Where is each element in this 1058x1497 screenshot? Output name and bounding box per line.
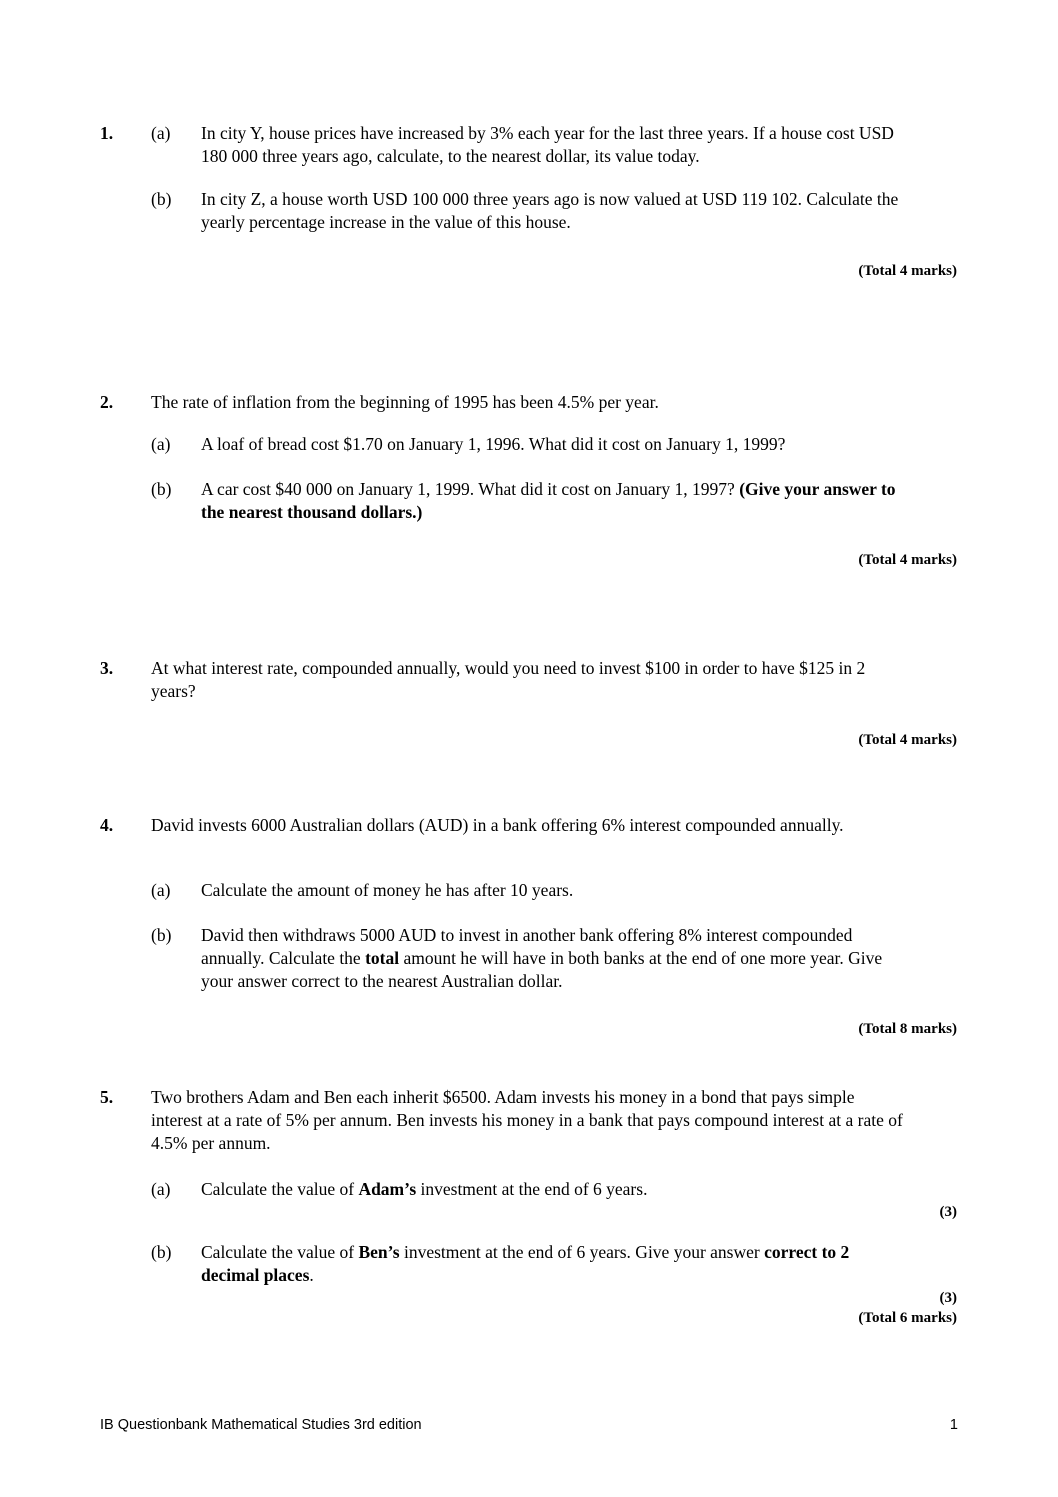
part-b-text-bold: (Give your answer to the nearest thousand dollars.) — [201, 479, 896, 522]
part-b-text-bold: total — [365, 948, 400, 968]
question-number: 1. — [100, 123, 114, 143]
part-a-text-2: investment at the end of 6 years. — [416, 1179, 648, 1199]
part-label: (a) — [151, 1179, 171, 1199]
part-label: (a) — [151, 123, 171, 143]
part-b-text: In city Z, a house worth USD 100 000 three years ago is now valued at USD 119 102. Calculate the yearly percentage increase in the value of this house. — [201, 189, 899, 232]
part-b-text-3: . — [309, 1265, 314, 1285]
part-a-text: A loaf of bread cost $1.70 on January 1, 1996. What did it cost on January 1, 1999? — [201, 434, 786, 454]
part-label: (b) — [151, 925, 172, 945]
question-number: 5. — [100, 1087, 114, 1107]
question-number: 2. — [100, 392, 114, 412]
part-b-text-1: David then withdraws 5000 AUD to invest in another bank offering 8% interest compounded annually. Calculate the — [201, 925, 853, 968]
question-text: Two brothers Adam and Ben each inherit $6500. Adam invests his money in a bond that pays simple interest at a rate of 5% per annum. Ben invests his money in a bank that pays compound interest at a rate of 4.5% per annum. — [151, 1087, 903, 1153]
part-b-text — [201, 924, 913, 993]
question-text: At what interest rate, compounded annually, would you need to invest $100 in order to have $125 in 2 years? — [151, 658, 866, 701]
part-b-text — [201, 1241, 901, 1287]
total-marks: (Total 4 marks) — [858, 263, 957, 279]
part-b-text-bold-1: Ben’s — [358, 1242, 400, 1262]
part-b-text-plain: A car cost $40 000 on January 1, 1999. What did it cost on January 1, 1997? — [201, 479, 740, 499]
footer-source: IB Questionbank Mathematical Studies 3rd edition — [100, 1417, 422, 1433]
total-marks: (Total 4 marks) — [858, 552, 957, 568]
part-a-text-1: Calculate the value of — [201, 1179, 359, 1199]
part-marks: (3) — [939, 1290, 957, 1306]
part-b-text-1: Calculate the value of — [201, 1242, 359, 1262]
total-marks: (Total 8 marks) — [858, 1021, 957, 1037]
question-text: The rate of inflation from the beginning of 1995 has been 4.5% per year. — [151, 392, 659, 412]
question-text: David invests 6000 Australian dollars (AUD) in a bank offering 6% interest compounded annually. — [151, 815, 844, 835]
page-number: 1 — [949, 1417, 958, 1433]
part-label: (a) — [151, 434, 171, 454]
part-b-text — [201, 478, 906, 524]
question-number: 3. — [100, 658, 114, 678]
part-a-text: In city Y, house prices have increased by 3% each year for the last three years. If a house cost USD 180 000 three years ago, calculate, to the nearest dollar, its value today. — [201, 123, 894, 166]
question-number: 4. — [100, 815, 114, 835]
part-b-text-2: investment at the end of 6 years. Give your answer — [399, 1242, 765, 1262]
total-marks: (Total 6 marks) — [858, 1310, 957, 1326]
part-a-text — [201, 1178, 921, 1201]
total-marks: (Total 4 marks) — [858, 732, 957, 748]
part-b-text-bold-2: correct to 2 decimal places — [201, 1242, 850, 1285]
part-label: (b) — [151, 1242, 172, 1262]
part-label: (b) — [151, 479, 172, 499]
part-a-text-bold: Adam’s — [358, 1179, 417, 1199]
part-b-text-2: amount he will have in both banks at the end of one more year. Give your answer correct to the nearest Australian dollar. — [201, 948, 883, 991]
part-label: (a) — [151, 880, 171, 900]
part-label: (b) — [151, 189, 172, 209]
part-a-text: Calculate the amount of money he has after 10 years. — [201, 880, 574, 900]
part-marks: (3) — [939, 1204, 957, 1220]
